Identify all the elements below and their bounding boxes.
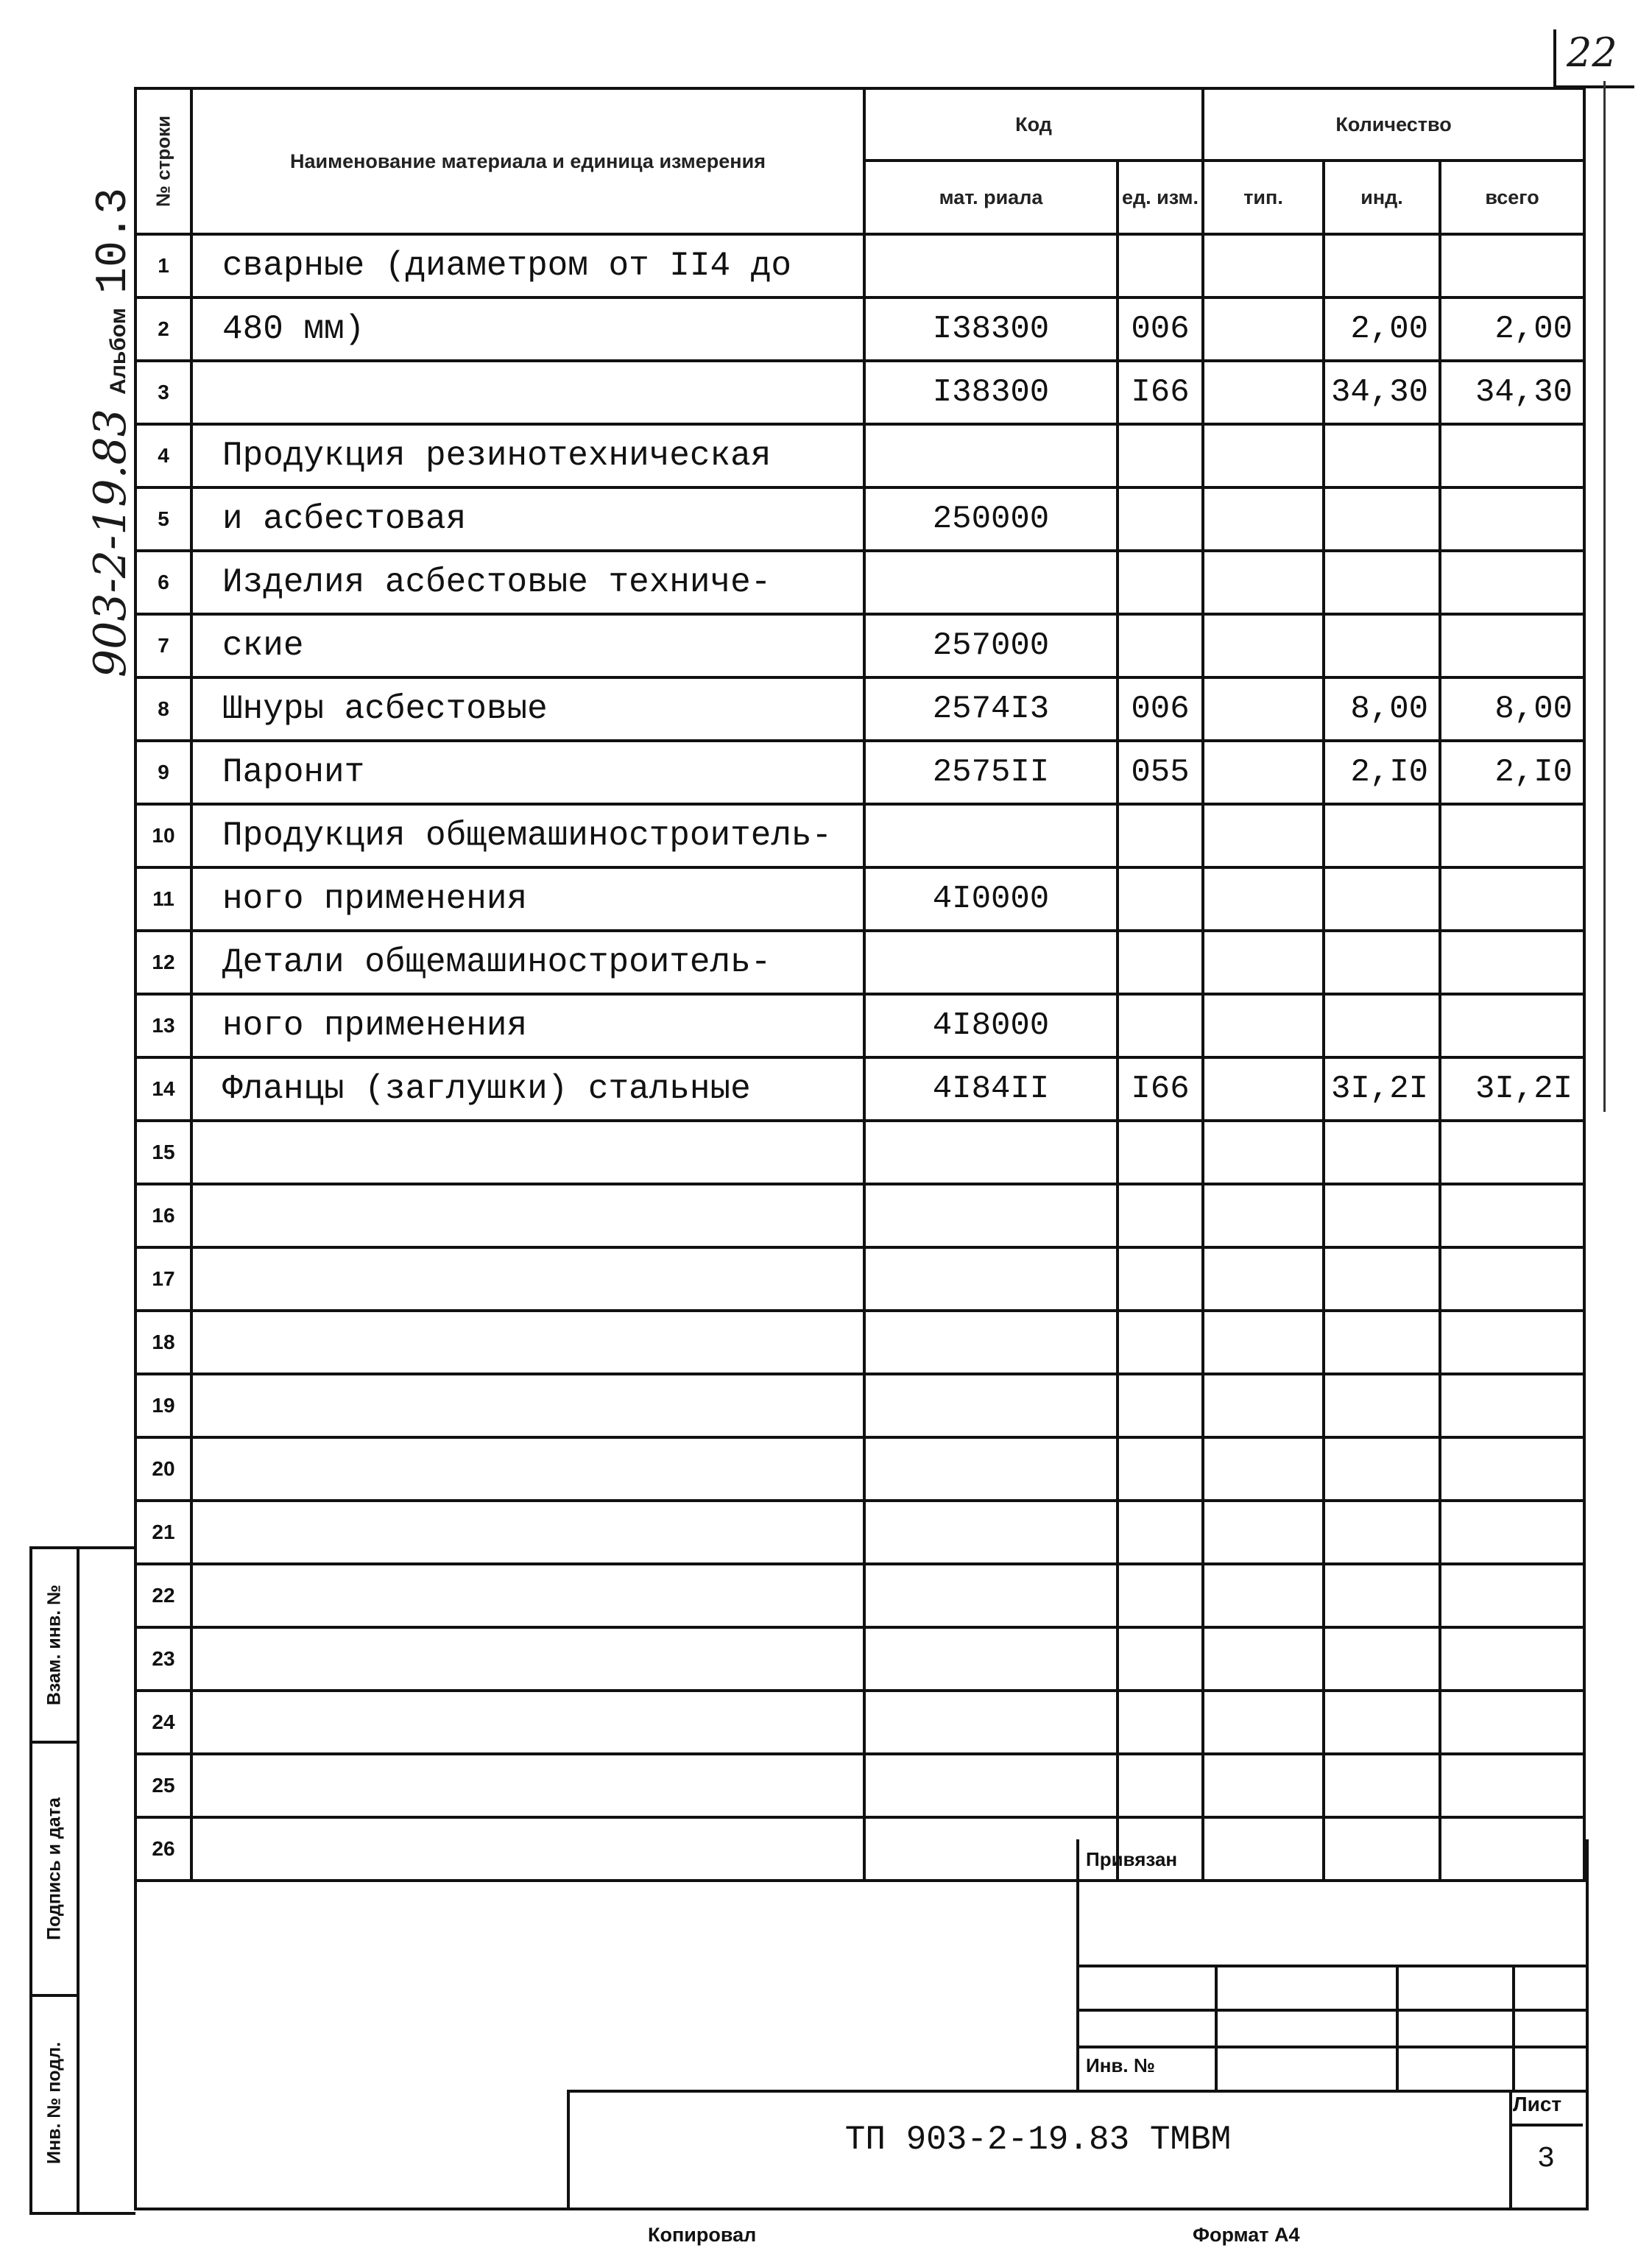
unit-code [1118,614,1203,677]
material-name [191,361,864,424]
unit-code [1118,234,1203,297]
material-name: 480 мм) [191,297,864,361]
unit-code [1118,487,1203,551]
row-number: 1 [135,234,191,297]
qty-type [1203,867,1324,931]
qty-ind: 2,I0 [1324,741,1440,804]
table-row [135,487,1584,551]
row-number: 18 [135,1311,191,1374]
left-stamp-block [29,1546,135,2215]
material-code [864,551,1118,614]
row-number: 3 [135,361,191,424]
material-code: 250000 [864,487,1118,551]
qty-type [1203,1374,1324,1437]
qty-total [1440,1121,1584,1184]
qty-ind [1324,1437,1440,1501]
material-code: I38300 [864,297,1118,361]
unit-code [1118,1121,1203,1184]
header-name: Наименование материала и единица измерения [191,88,864,234]
qty-type [1203,804,1324,867]
qty-total [1440,804,1584,867]
row-number: 5 [135,487,191,551]
qty-ind [1324,804,1440,867]
row-number: 21 [135,1501,191,1564]
row-number: 8 [135,677,191,741]
material-name [191,1374,864,1437]
qty-total: 2,I0 [1440,741,1584,804]
material-code [864,1247,1118,1311]
qty-ind [1324,1627,1440,1691]
qty-ind [1324,1564,1440,1627]
material-code [864,1564,1118,1627]
material-name: ного применения [191,994,864,1057]
material-name: Продукция резинотехническая [191,424,864,487]
table-row [135,867,1584,931]
material-name [191,1754,864,1817]
material-name: Фланцы (заглушки) стальные [191,1057,864,1121]
qty-ind [1324,487,1440,551]
qty-ind [1324,867,1440,931]
table-row [135,804,1584,867]
row-number: 17 [135,1247,191,1311]
material-name: Изделия асбестовые техниче- [191,551,864,614]
header-code-material: мат. риала [864,161,1118,234]
qty-total [1440,1754,1584,1817]
row-number: 2 [135,297,191,361]
qty-type [1203,361,1324,424]
unit-code [1118,1184,1203,1247]
qty-type [1203,1311,1324,1374]
qty-ind: 3I,2I [1324,1057,1440,1121]
qty-ind [1324,551,1440,614]
document-code: ТП 903-2-19.83 ТМВМ [844,2121,1232,2159]
material-name: и асбестовая [191,487,864,551]
stamp-inv-label: Инв. № подл. [43,2042,65,2164]
material-code [864,804,1118,867]
table-row [135,1247,1584,1311]
unit-code: 006 [1118,677,1203,741]
material-code [864,1691,1118,1754]
table-row [135,551,1584,614]
page-edge-line [1603,81,1606,1112]
material-name [191,1627,864,1691]
qty-type [1203,1754,1324,1817]
material-name: Паронит [191,741,864,804]
qty-type [1203,1121,1324,1184]
header-qty-ind: инд. [1324,161,1440,234]
qty-type [1203,551,1324,614]
sheet-label: Лист [1513,2093,1562,2115]
unit-code: 006 [1118,297,1203,361]
qty-type [1203,234,1324,297]
qty-ind [1324,424,1440,487]
row-number: 12 [135,931,191,994]
qty-total [1440,1374,1584,1437]
material-name [191,1311,864,1374]
qty-type [1203,1437,1324,1501]
unit-code [1118,994,1203,1057]
qty-ind [1324,1754,1440,1817]
material-code [864,1754,1118,1817]
unit-code [1118,1501,1203,1564]
material-code [864,1184,1118,1247]
sheet-number: 22 [1567,29,1617,76]
unit-code [1118,1247,1203,1311]
qty-ind [1324,1311,1440,1374]
qty-type [1203,1501,1324,1564]
row-number: 15 [135,1121,191,1184]
table-row [135,1311,1584,1374]
unit-code [1118,804,1203,867]
table-row [135,1437,1584,1501]
qty-ind [1324,1501,1440,1564]
qty-ind: 34,30 [1324,361,1440,424]
header-qty-type: тип. [1203,161,1324,234]
qty-total [1440,994,1584,1057]
qty-type [1203,1627,1324,1691]
row-number: 23 [135,1627,191,1691]
material-name [191,1564,864,1627]
material-name [191,1247,864,1311]
material-name: сварные (диаметром от II4 до [191,234,864,297]
material-name: ного применения [191,867,864,931]
qty-type [1203,1247,1324,1311]
material-code: 2575II [864,741,1118,804]
qty-total: 34,30 [1440,361,1584,424]
row-number: 9 [135,741,191,804]
table-row [135,1374,1584,1437]
qty-type [1203,1184,1324,1247]
unit-code [1118,1691,1203,1754]
qty-total [1440,424,1584,487]
material-code [864,1627,1118,1691]
row-number: 10 [135,804,191,867]
row-number: 24 [135,1691,191,1754]
header-qty-total: всего [1440,161,1584,234]
qty-total: 2,00 [1440,297,1584,361]
material-code [864,931,1118,994]
qty-total [1440,487,1584,551]
unit-code [1118,1374,1203,1437]
qty-total [1440,1501,1584,1564]
qty-total: 3I,2I [1440,1057,1584,1121]
table-row [135,741,1584,804]
unit-code [1118,1437,1203,1501]
material-name: Продукция общемашиностроитель- [191,804,864,867]
inventory-label: Инв. № [1086,2054,1155,2076]
qty-total: 8,00 [1440,677,1584,741]
qty-ind: 2,00 [1324,297,1440,361]
material-code: 4I0000 [864,867,1118,931]
binding-label: Привязан [1086,1848,1178,1870]
table-row [135,994,1584,1057]
unit-code [1118,551,1203,614]
row-number: 11 [135,867,191,931]
row-number: 19 [135,1374,191,1437]
qty-total [1440,614,1584,677]
binding-box [1076,1839,1586,2090]
sheet-corner-line [1553,29,1556,88]
row-number: 7 [135,614,191,677]
header-code: Код [864,88,1203,161]
row-number: 16 [135,1184,191,1247]
material-name [191,1691,864,1754]
row-number: 26 [135,1817,191,1881]
unit-code: I66 [1118,361,1203,424]
unit-code [1118,1564,1203,1627]
qty-ind [1324,1374,1440,1437]
qty-total [1440,234,1584,297]
table-row [135,234,1584,297]
material-code [864,1501,1118,1564]
material-code: 4I8000 [864,994,1118,1057]
row-number: 13 [135,994,191,1057]
qty-total [1440,1184,1584,1247]
table-row [135,1501,1584,1564]
qty-total [1440,931,1584,994]
specification-body [135,234,1584,1881]
qty-ind [1324,1247,1440,1311]
sheet-value: 3 [1536,2143,1555,2176]
qty-ind [1324,1184,1440,1247]
qty-type [1203,1057,1324,1121]
qty-total [1440,1247,1584,1311]
material-name [191,1184,864,1247]
row-number: 14 [135,1057,191,1121]
unit-code [1118,424,1203,487]
stamp-podpis-cell [32,1744,77,1997]
qty-ind [1324,1691,1440,1754]
unit-code: I66 [1118,1057,1203,1121]
table-row [135,297,1584,361]
material-name: Детали общемашиностроитель- [191,931,864,994]
stamp-vzam-cell [32,1549,77,1744]
unit-code [1118,867,1203,931]
qty-ind [1324,614,1440,677]
stamp-inv-cell [32,1997,77,2209]
material-code [864,424,1118,487]
row-number: 4 [135,424,191,487]
material-name: Шнуры асбестовые [191,677,864,741]
qty-ind [1324,1121,1440,1184]
material-name [191,1121,864,1184]
qty-total [1440,867,1584,931]
table-row [135,1184,1584,1247]
format-label: Формат А4 [1193,2224,1300,2246]
table-row [135,1691,1584,1754]
stamp-podpis-label: Подпись и дата [43,1797,65,1940]
qty-total [1440,1627,1584,1691]
header-code-unit: ед. изм. [1118,161,1203,234]
qty-type [1203,424,1324,487]
material-name [191,1501,864,1564]
material-code [864,1437,1118,1501]
material-code [864,234,1118,297]
album-number: 10.3 [89,187,139,294]
qty-ind [1324,931,1440,994]
material-code: 2574I3 [864,677,1118,741]
qty-type [1203,741,1324,804]
qty-total [1440,1311,1584,1374]
table-row [135,1564,1584,1627]
material-code [864,1311,1118,1374]
qty-ind: 8,00 [1324,677,1440,741]
table-row [135,677,1584,741]
table-row [135,1057,1584,1121]
album-label: Альбом [106,308,130,395]
material-name: ские [191,614,864,677]
qty-ind [1324,234,1440,297]
qty-total [1440,1437,1584,1501]
table-row [135,1754,1584,1817]
row-number: 25 [135,1754,191,1817]
stamp-vzam-label: Взам. инв. № [43,1584,65,1706]
material-code: I38300 [864,361,1118,424]
table-row [135,614,1584,677]
qty-type [1203,614,1324,677]
table-row [135,361,1584,424]
table-row [135,1121,1584,1184]
qty-type [1203,677,1324,741]
material-code [864,1374,1118,1437]
material-code: 4I84II [864,1057,1118,1121]
qty-total [1440,1564,1584,1627]
copied-by-label: Копировал [648,2224,757,2246]
album-side-label [77,96,139,685]
specification-table [134,87,1586,1882]
qty-type [1203,297,1324,361]
qty-type [1203,1691,1324,1754]
qty-total [1440,1691,1584,1754]
table-row [135,931,1584,994]
qty-type [1203,931,1324,994]
row-number: 6 [135,551,191,614]
unit-code [1118,931,1203,994]
qty-total [1440,551,1584,614]
qty-type [1203,1564,1324,1627]
table-row [135,1627,1584,1691]
row-number: 22 [135,1564,191,1627]
unit-code [1118,1627,1203,1691]
qty-type [1203,994,1324,1057]
table-row [135,424,1584,487]
qty-ind [1324,994,1440,1057]
header-row-no: № строки [135,88,191,234]
material-code: 257000 [864,614,1118,677]
qty-type [1203,487,1324,551]
album-project: 903-2-19.83 [85,408,136,677]
row-number: 20 [135,1437,191,1501]
material-code [864,1121,1118,1184]
header-quantity: Количество [1203,88,1584,161]
unit-code [1118,1754,1203,1817]
material-name [191,1437,864,1501]
unit-code: 055 [1118,741,1203,804]
unit-code [1118,1311,1203,1374]
